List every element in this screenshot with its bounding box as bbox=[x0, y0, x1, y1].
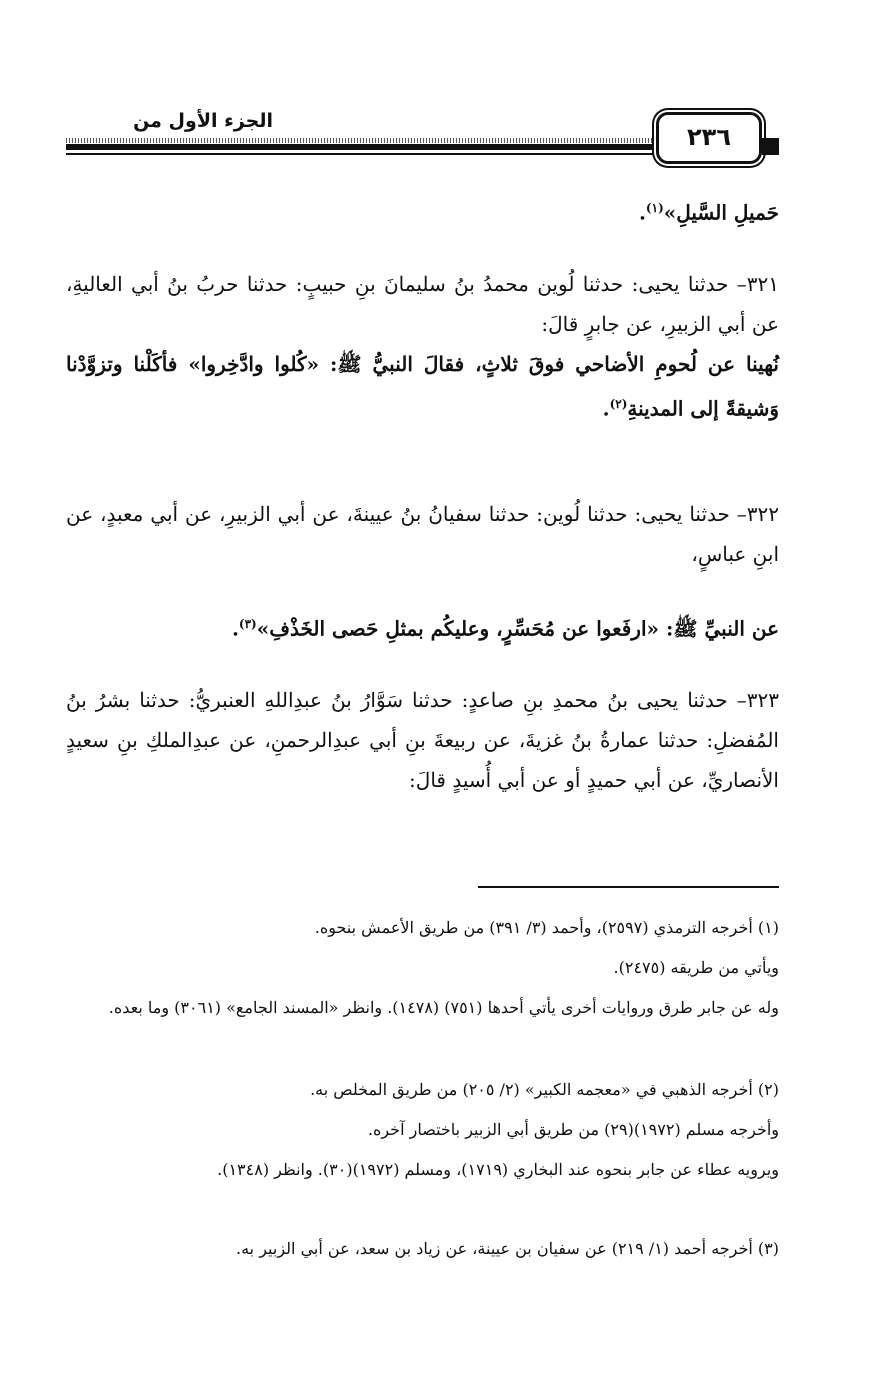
footnote-marker-3: (٣) bbox=[238, 617, 257, 631]
page-header bbox=[66, 104, 779, 164]
footnote-marker-2: (٢) bbox=[609, 397, 628, 411]
running-title: الجزء الأول من bbox=[127, 110, 279, 132]
matn-321-end: . bbox=[602, 396, 610, 421]
footnote-1-line-2: ويأتي من طريقه (٢٤٧٥). bbox=[613, 958, 779, 977]
hadith-321-isnad: ٣٢١– حدثنا يحيى: حدثنا لُوين محمدُ بنُ سليمانَ بنِ حبيبٍ: حدثنا حربُ بنُ أبي العاليةِ، عن أبي الزبيرِ، عن جابرٍ قالَ: bbox=[66, 272, 779, 336]
matn-322-end: . bbox=[231, 616, 239, 641]
footnote-1-line-1: (١) أخرجه الترمذي (٢٥٩٧)، وأحمد (٣/ ٣٩١) من طريق الأعمش بنحوه. bbox=[314, 918, 779, 937]
hadith-323-isnad: ٣٢٣– حدثنا يحيى بنُ محمدِ بنِ صاعدٍ: حدثنا سَوَّارُ بنُ عبدِاللهِ العنبريُّ: حدثنا بشرُ بنُ المُفضلِ: حدثنا عمارةُ بنُ غزيةَ، عن ربيعةَ بنِ أبي عبدِالرحمنِ، عن عبدِالملكِ بنِ سعيدٍ الأنصاريِّ، عن أبي حميدٍ أو عن أبي أُسيدٍ قالَ: bbox=[66, 688, 779, 792]
page-number: ٢٣٦ bbox=[656, 112, 762, 164]
footnote-separator bbox=[478, 886, 779, 888]
footnote-2-line-3: ويرويه عطاء عن جابر بنحوه عند البخاري (١٧١٩)، ومسلم (١٩٧٢)(٣٠). وانظر (١٣٤٨). bbox=[217, 1160, 779, 1179]
matn-322-text: عن النبيِّ ﷺ: «ارفَعوا عن مُحَسِّرٍ، وعليكُم بمثلِ حَصى الخَذْفِ» bbox=[256, 616, 779, 641]
hadith-322-isnad: ٣٢٢– حدثنا يحيى: حدثنا لُوين: حدثنا سفيانُ بنُ عيينةَ، عن أبي الزبيرِ، عن أبي معبدٍ، عن ابنِ عباسٍ، bbox=[66, 502, 779, 566]
page-number-ornament bbox=[762, 138, 779, 155]
footnote-2-line-1: (٢) أخرجه الذهبي في «معجمه الكبير» (٢/ ٢٠٥) من طريق المخلص به. bbox=[310, 1080, 779, 1099]
footnote-marker-1: (١) bbox=[645, 201, 664, 215]
footnote-1-line-3: وله عن جابر طرق وروايات أخرى يأتي أحدها (٧٥١) (١٤٧٨). وانظر «المسند الجامع» (٣٠٦١) وما بعده. bbox=[108, 998, 779, 1017]
hadith-322-matn bbox=[66, 604, 809, 649]
footnote-2-line-2: وأخرجه مسلم (١٩٧٢)(٢٩) من طريق أبي الزبير باختصار آخره. bbox=[367, 1120, 779, 1139]
footnote-3-line-1: (٣) أخرجه أحمد (١/ ٢١٩) عن سفيان بن عيينة، عن زياد بن سعد، عن أبي الزبير به. bbox=[236, 1239, 779, 1258]
continuation-text: حَميلِ السَّيلِ» bbox=[663, 200, 779, 225]
paragraph-continuation bbox=[66, 188, 779, 233]
hadith-321-matn bbox=[66, 344, 809, 429]
matn-321-text: نُهينا عن لُحومِ الأضاحي فوقَ ثلاثٍ، فقالَ النبيُّ ﷺ: «كُلوا وادَّخِروا» فأكَلْنا وتزوَّدْنا وَشيقةً إلى المدينةِ bbox=[66, 352, 779, 421]
continuation-end: . bbox=[638, 200, 646, 225]
